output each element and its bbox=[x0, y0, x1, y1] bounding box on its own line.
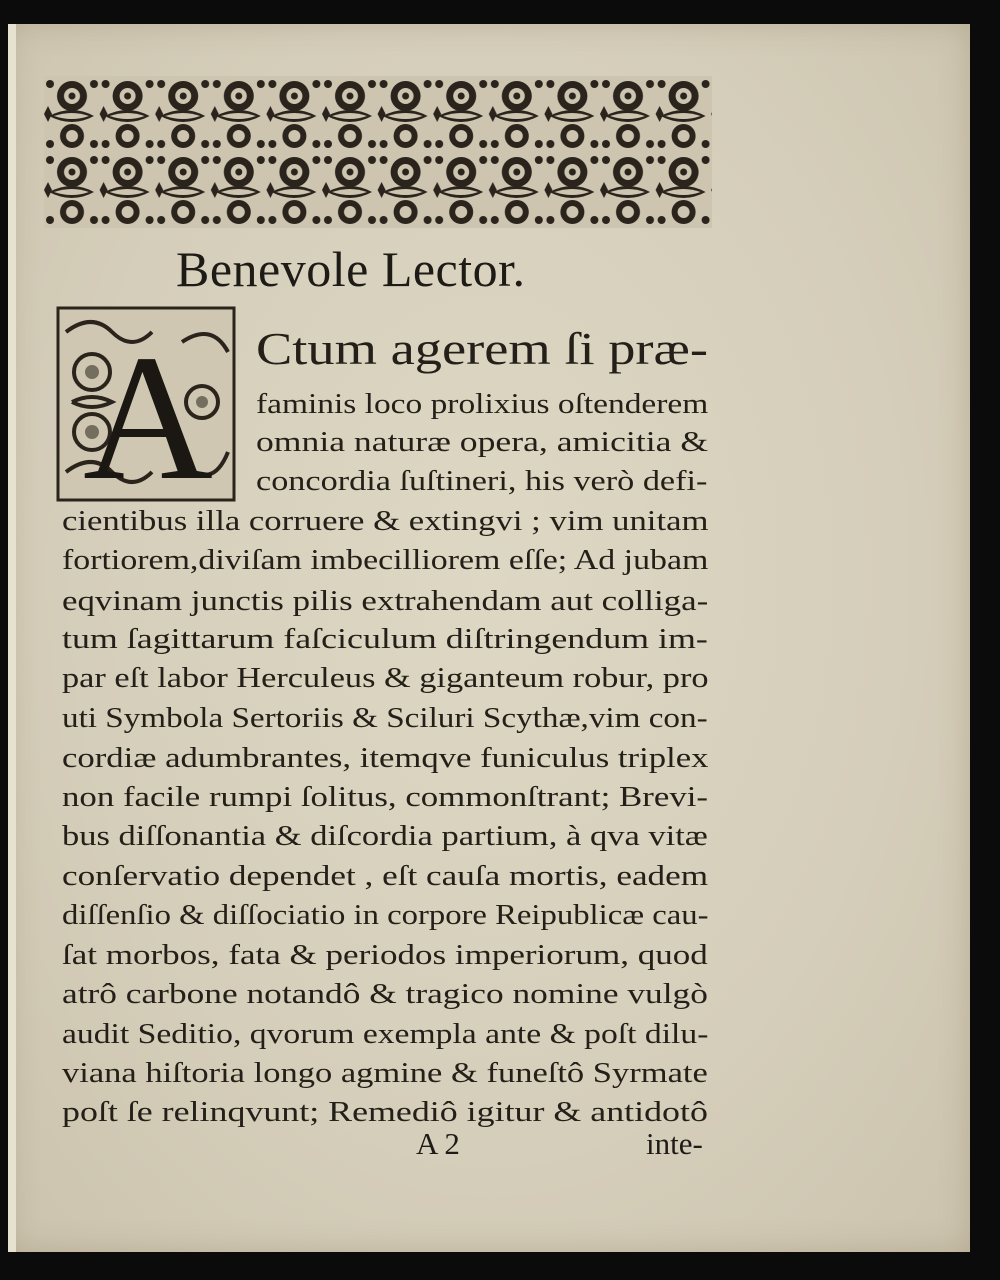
text-line: non facile rumpi ſolitus, commonſtrant; Brevi- bbox=[62, 781, 709, 813]
text-line: bus diſſonantia & diſcordia partium, à qva vitæ bbox=[62, 820, 708, 852]
text-line: ſat morbos, fata & periodos imperiorum, quod bbox=[62, 939, 708, 971]
decorated-initial-a bbox=[52, 302, 240, 506]
text-line: faminis loco prolixius oſtenderem bbox=[256, 388, 709, 420]
text-line: conſervatio dependet , eſt cauſa mortis, eadem bbox=[62, 860, 709, 892]
text-line: par eſt labor Herculeus & giganteum robur, pro bbox=[62, 662, 709, 694]
text-line-opening: Ctum agerem ſi præ- bbox=[256, 323, 708, 374]
text-line: concordia ſuſtineri, his verò defi- bbox=[256, 465, 708, 497]
ornamental-headpiece bbox=[44, 76, 712, 228]
page-edge bbox=[8, 24, 16, 1252]
text-line: atrô carbone notandô & tragico nomine vulgò bbox=[62, 978, 708, 1010]
dropcap-letter: A bbox=[83, 318, 213, 506]
text-line: cordiæ adumbrantes, itemqve funiculus triplex bbox=[62, 742, 709, 774]
signature-mark: A 2 bbox=[416, 1126, 460, 1161]
text-line: tum ſagittarum faſciculum diſtringendum im- bbox=[62, 623, 708, 655]
text-line: audit Seditio, qvorum exempla ante & poſt dilu- bbox=[62, 1018, 709, 1050]
text-line: diſſenſio & diſſociatio in corpore Reipublicæ cau- bbox=[62, 899, 709, 931]
text-line: fortiorem,diviſam imbecilliorem eſſe; Ad jubam bbox=[62, 544, 709, 576]
catchword: inte- bbox=[646, 1126, 703, 1161]
text-line: omnia naturæ opera, amicitia & bbox=[256, 426, 709, 458]
text-line: uti Symbola Sertoriis & Sciluri Scythæ,vim con- bbox=[62, 702, 708, 734]
text-line: eqvinam junctis pilis extrahendam aut colliga- bbox=[62, 585, 709, 617]
text-line: viana hiſtoria longo agmine & funeſtô Syrmate bbox=[62, 1057, 708, 1089]
page-title: Benevole Lector. bbox=[176, 241, 526, 297]
text-line: poſt ſe relinqvunt; Remediô igitur & antidotô bbox=[62, 1096, 708, 1128]
text-line: cientibus illa corruere & extingvi ; vim unitam bbox=[62, 505, 709, 537]
